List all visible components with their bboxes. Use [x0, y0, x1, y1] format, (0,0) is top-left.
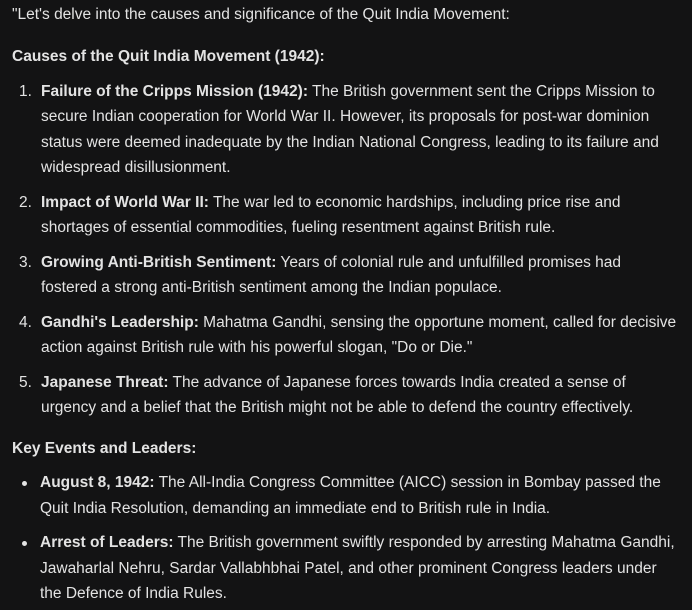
list-item: [12, 250, 680, 301]
list-item: [12, 310, 680, 361]
item-text: Mahatma Gandhi, sensing the opportune moment, called for decisive action against British rule with his powerful slogan, "Do or Die.": [41, 313, 677, 356]
list-number: 4.: [19, 313, 32, 331]
list-number: 1.: [19, 82, 32, 100]
bullet-icon: [22, 481, 27, 486]
item-text: The All-India Congress Committee (AICC) session in Bombay passed the Quit India Resolution, demanding an immediate end to British rule in India.: [40, 474, 661, 517]
item-term: Growing Anti-British Sentiment:: [41, 253, 277, 271]
item-text: The war led to economic hardships, including price rise and shortages of essential commodities, fueling resentment against British rule.: [41, 193, 621, 236]
item-text: The advance of Japanese forces towards India created a sense of urgency and a belief that the British might not be able to defend the country effectively.: [41, 373, 634, 416]
causes-list: [12, 79, 680, 421]
events-list: [12, 470, 680, 607]
list-number: 3.: [19, 253, 32, 271]
item-term: August 8, 1942:: [40, 474, 155, 491]
list-item: [12, 530, 680, 607]
list-item: [12, 190, 680, 241]
list-item: [12, 470, 680, 521]
list-item: [12, 79, 680, 181]
causes-heading: Causes of the Quit India Movement (1942):: [12, 48, 325, 65]
list-item: [12, 370, 680, 421]
item-term: Failure of the Cripps Mission (1942):: [41, 82, 308, 100]
item-text: The British government sent the Cripps Mission to secure Indian cooperation for World War II. However, its proposals for post-war dominion status were deemed inadequate by the Indian National Congress, leading to its failure and widespread disillusionment.: [41, 82, 659, 176]
item-term: Impact of World War II:: [41, 193, 209, 211]
list-number: 2.: [19, 193, 32, 211]
item-text: Years of colonial rule and unfulfilled promises had fostered a strong anti-British sentiment among the Indian populace.: [41, 253, 622, 296]
intro-text: "Let's delve into the causes and significance of the Quit India Movement:: [12, 6, 510, 23]
item-term: Gandhi's Leadership:: [41, 313, 199, 331]
events-heading: Key Events and Leaders:: [12, 439, 197, 457]
item-text: The British government swiftly responded by arresting Mahatma Gandhi, Jawaharlal Nehru, Sardar Vallabhbhai Patel, and other prominent Congress leaders under the Defence of India Rules.: [40, 534, 675, 602]
item-term: Arrest of Leaders:: [40, 534, 174, 551]
list-number: 5.: [19, 373, 32, 391]
item-term: Japanese Threat:: [41, 373, 169, 391]
bullet-icon: [22, 541, 27, 546]
